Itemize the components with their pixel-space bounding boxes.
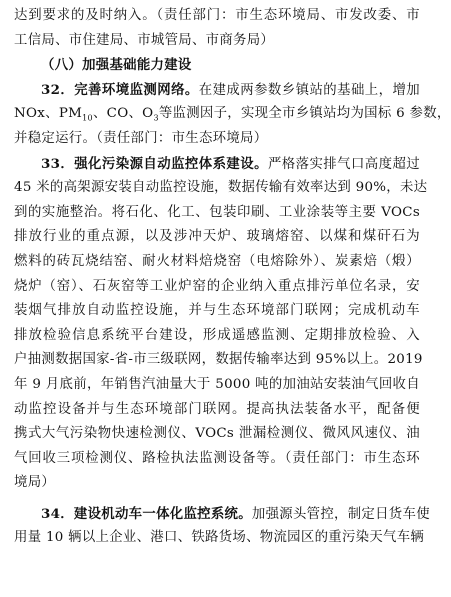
item-34-line-1-text: 加强源头管控，制定日货车使 (251, 506, 430, 522)
item-33-line: 气回收三项检测仪、路检执法监测设备等。（责任部门：市生态环 (14, 450, 420, 466)
item-33-line: 到的实施整治。将石化、化工、包装印刷、工业涂装等主要 VOCs (14, 204, 420, 220)
item-32-nox-pm: NOx、PM (14, 106, 83, 122)
item-33-line: 年 9 月底前，年销售汽油量大于 5000 吨的加油站安装油气回收自 (14, 376, 420, 392)
intro-line-2: 工信局、市住建局、市城管局、市商务局） (14, 32, 275, 48)
item-33-line: 装烟气排放自动监控设施，并与生态环境部门联网；完成机动车 (14, 303, 420, 319)
item-32-title: 32．完善环境监测网络。 (41, 81, 199, 98)
item-32-line-1-text: 在建成两参数乡镇站的基础上，增加 (198, 82, 420, 98)
item-33-line-1-text: 严格落实排气口高度超过 (267, 156, 420, 172)
item-32-o-subscript: 3 (153, 114, 159, 124)
item-32-line-1 (14, 78, 420, 103)
item-33-line: 烧炉（窑）、石灰窑等工业炉窑的企业纳入重点排污单位名录，安 (14, 278, 420, 294)
item-33-line: 排放检验信息系统平台建设，形成遥感监测、定期排放检验、入 (14, 327, 420, 343)
item-34-line-1 (14, 502, 430, 527)
item-32-co-o: 、CO、O (92, 106, 154, 122)
item-33-line: 动监控设备并与生态环境部门联网。提高执法装备水平，配备便 (14, 401, 420, 417)
item-33-line: 携式大气污染物快速检测仪、VOCs 泄漏检测仪、微风风速仪、油 (14, 426, 420, 442)
item-33-title: 33．强化污染源自动监控体系建设。 (41, 155, 268, 172)
item-34-title: 34．建设机动车一体化监控系统。 (41, 505, 252, 522)
intro-line-1: 达到要求的及时纳入。（责任部门：市生态环境局、市发改委、市 (14, 8, 420, 23)
item-32-pm-subscript: 10 (82, 114, 93, 124)
item-34-line-2: 用量 10 辆以上企业、港口、铁路货场、物流园区的重污染天气车辆 (14, 530, 425, 546)
item-32-line-3: 并稳定运行。（责任部门：市生态环境局） (14, 130, 268, 146)
item-32-line-2-rest: 等监测因子，实现全市乡镇站均为国标 6 参数， (158, 106, 451, 122)
item-33-line: 户抽测数据国家-省-市三级联网，数据传输率达到 95%以上。2019 (14, 352, 423, 368)
section-heading: （八）加强基础能力建设 (41, 57, 192, 74)
item-33-line: 排放行业的重点源，以及涉冲天炉、玻璃熔窑、以煤和煤矸石为 (14, 229, 420, 245)
item-33-line: 燃料的砖瓦烧结窑、耐火材料焙烧窑（电熔除外）、炭素焙（煅） (14, 253, 420, 269)
item-33-line-1 (14, 152, 420, 177)
item-32-line-2 (14, 102, 451, 127)
item-33-line: 45 米的高架源安装自动监控设施，数据传输有效率达到 90%，未达 (14, 180, 428, 196)
item-33-line-last: 境局） (14, 475, 56, 491)
